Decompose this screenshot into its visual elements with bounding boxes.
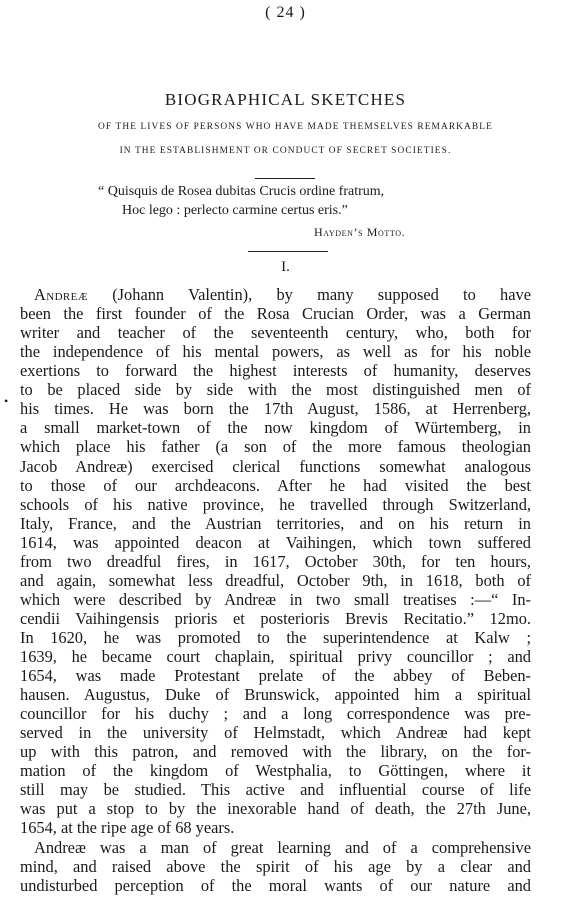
body-line: schools of his native province, he travelled through Switzerland, [20,494,531,514]
body-line: still may be studied. This active and influential course of life [20,780,531,800]
body-line: to those of our archdeacons. After he had visited the best [20,475,531,495]
body-line: In 1620, he was promoted to the superintendence at Kalw ; [20,627,531,647]
body-line: cendii Vaihingensis prioris et posterioris Brevis Recitatio.” 12mo. [20,608,531,628]
body-line: been the first founder of the Rosa Crucian Order, was a German [20,304,531,324]
lead-word: Andreæ [34,285,88,304]
body-line: was put a stop to by the inexorable hand of death, the 27th June, [20,799,531,819]
body-line: 1654, was made Protestant prelate of the abbey of Beben- [20,666,531,685]
body-line: up with this patron, and removed with the library, on the for- [20,742,531,762]
subtitle-line: IN THE ESTABLISHMENT OR CONDUCT OF SECRET SOCIETIES. [119,146,452,156]
body-line: the independence of his mental powers, as well as for his noble [20,342,531,362]
body-line: which place his father (a son of the more famous theologian [20,437,531,457]
body-line: and again, somewhat less dreadful, October 9th, in 1618, both of [20,570,531,590]
body-line: a small market-town of the now kingdom of Würtemberg, in [20,418,531,438]
motto-attribution: Hayden’s Motto. [314,225,406,239]
margin-mark: • [4,394,9,408]
body-line: undisturbed perception of the moral wants of our nature and [20,875,531,895]
body-line: writer and teacher of the seventeenth century, who, both for [20,323,531,343]
body-line: Andreæ was a man of great learning and of a comprehensive [34,837,531,857]
body-line [20,285,531,304]
body-line: hausen. Augustus, Duke of Brunswick, appointed him a spiritual [20,685,531,704]
body-line: exertions to forward the highest interests of humanity, deserves [20,361,531,381]
motto-line: Hoc lego : perlecto carmine certus eris.” [122,203,348,218]
body-line: which were described by Andreæ in two small treatises :—“ In- [20,589,531,609]
body-line: mation of the kingdom of Westphalia, to Göttingen, where it [20,761,531,781]
body-line: 1654, at the ripe age of 68 years. [20,818,235,838]
body-line: councillor for his duchy ; and a long correspondence was pre- [20,704,531,724]
section-divider [248,251,328,252]
body-line: mind, and raised above the spirit of his age by a clear and [20,856,531,876]
body-line: from two dreadful fires, in 1617, October 30th, for ten hours, [20,551,531,571]
body-line: served in the university of Helmstadt, which Andreæ had kept [20,723,531,743]
body-line-text: (Johann Valentin), by many supposed to have [87,285,531,304]
subtitle-line: OF THE LIVES OF PERSONS WHO HAVE MADE THEMSELVES REMARKABLE [98,122,493,132]
body-line: Jacob Andreæ) exercised clerical functions somewhat analogous [20,456,531,476]
body-line: Italy, France, and the Austrian territories, and on his return in [20,513,531,533]
page-number: ( 24 ) [265,4,306,21]
section-number: I. [281,259,290,275]
body-line: to be placed side by side with the most distinguished men of [20,380,531,400]
body-line: his times. He was born the 17th August, 1586, at Herrenberg, [20,399,531,419]
body-line: 1614, was appointed deacon at Vaihingen, which town suffered [20,532,531,552]
body-line: 1639, he became court chaplain, spiritual privy councillor ; and [20,647,531,666]
motto-line: “ Quisquis de Rosea dubitas Crucis ordine fratrum, [98,184,385,199]
page-title: BIOGRAPHICAL SKETCHES [164,90,407,109]
section-divider [255,178,315,179]
